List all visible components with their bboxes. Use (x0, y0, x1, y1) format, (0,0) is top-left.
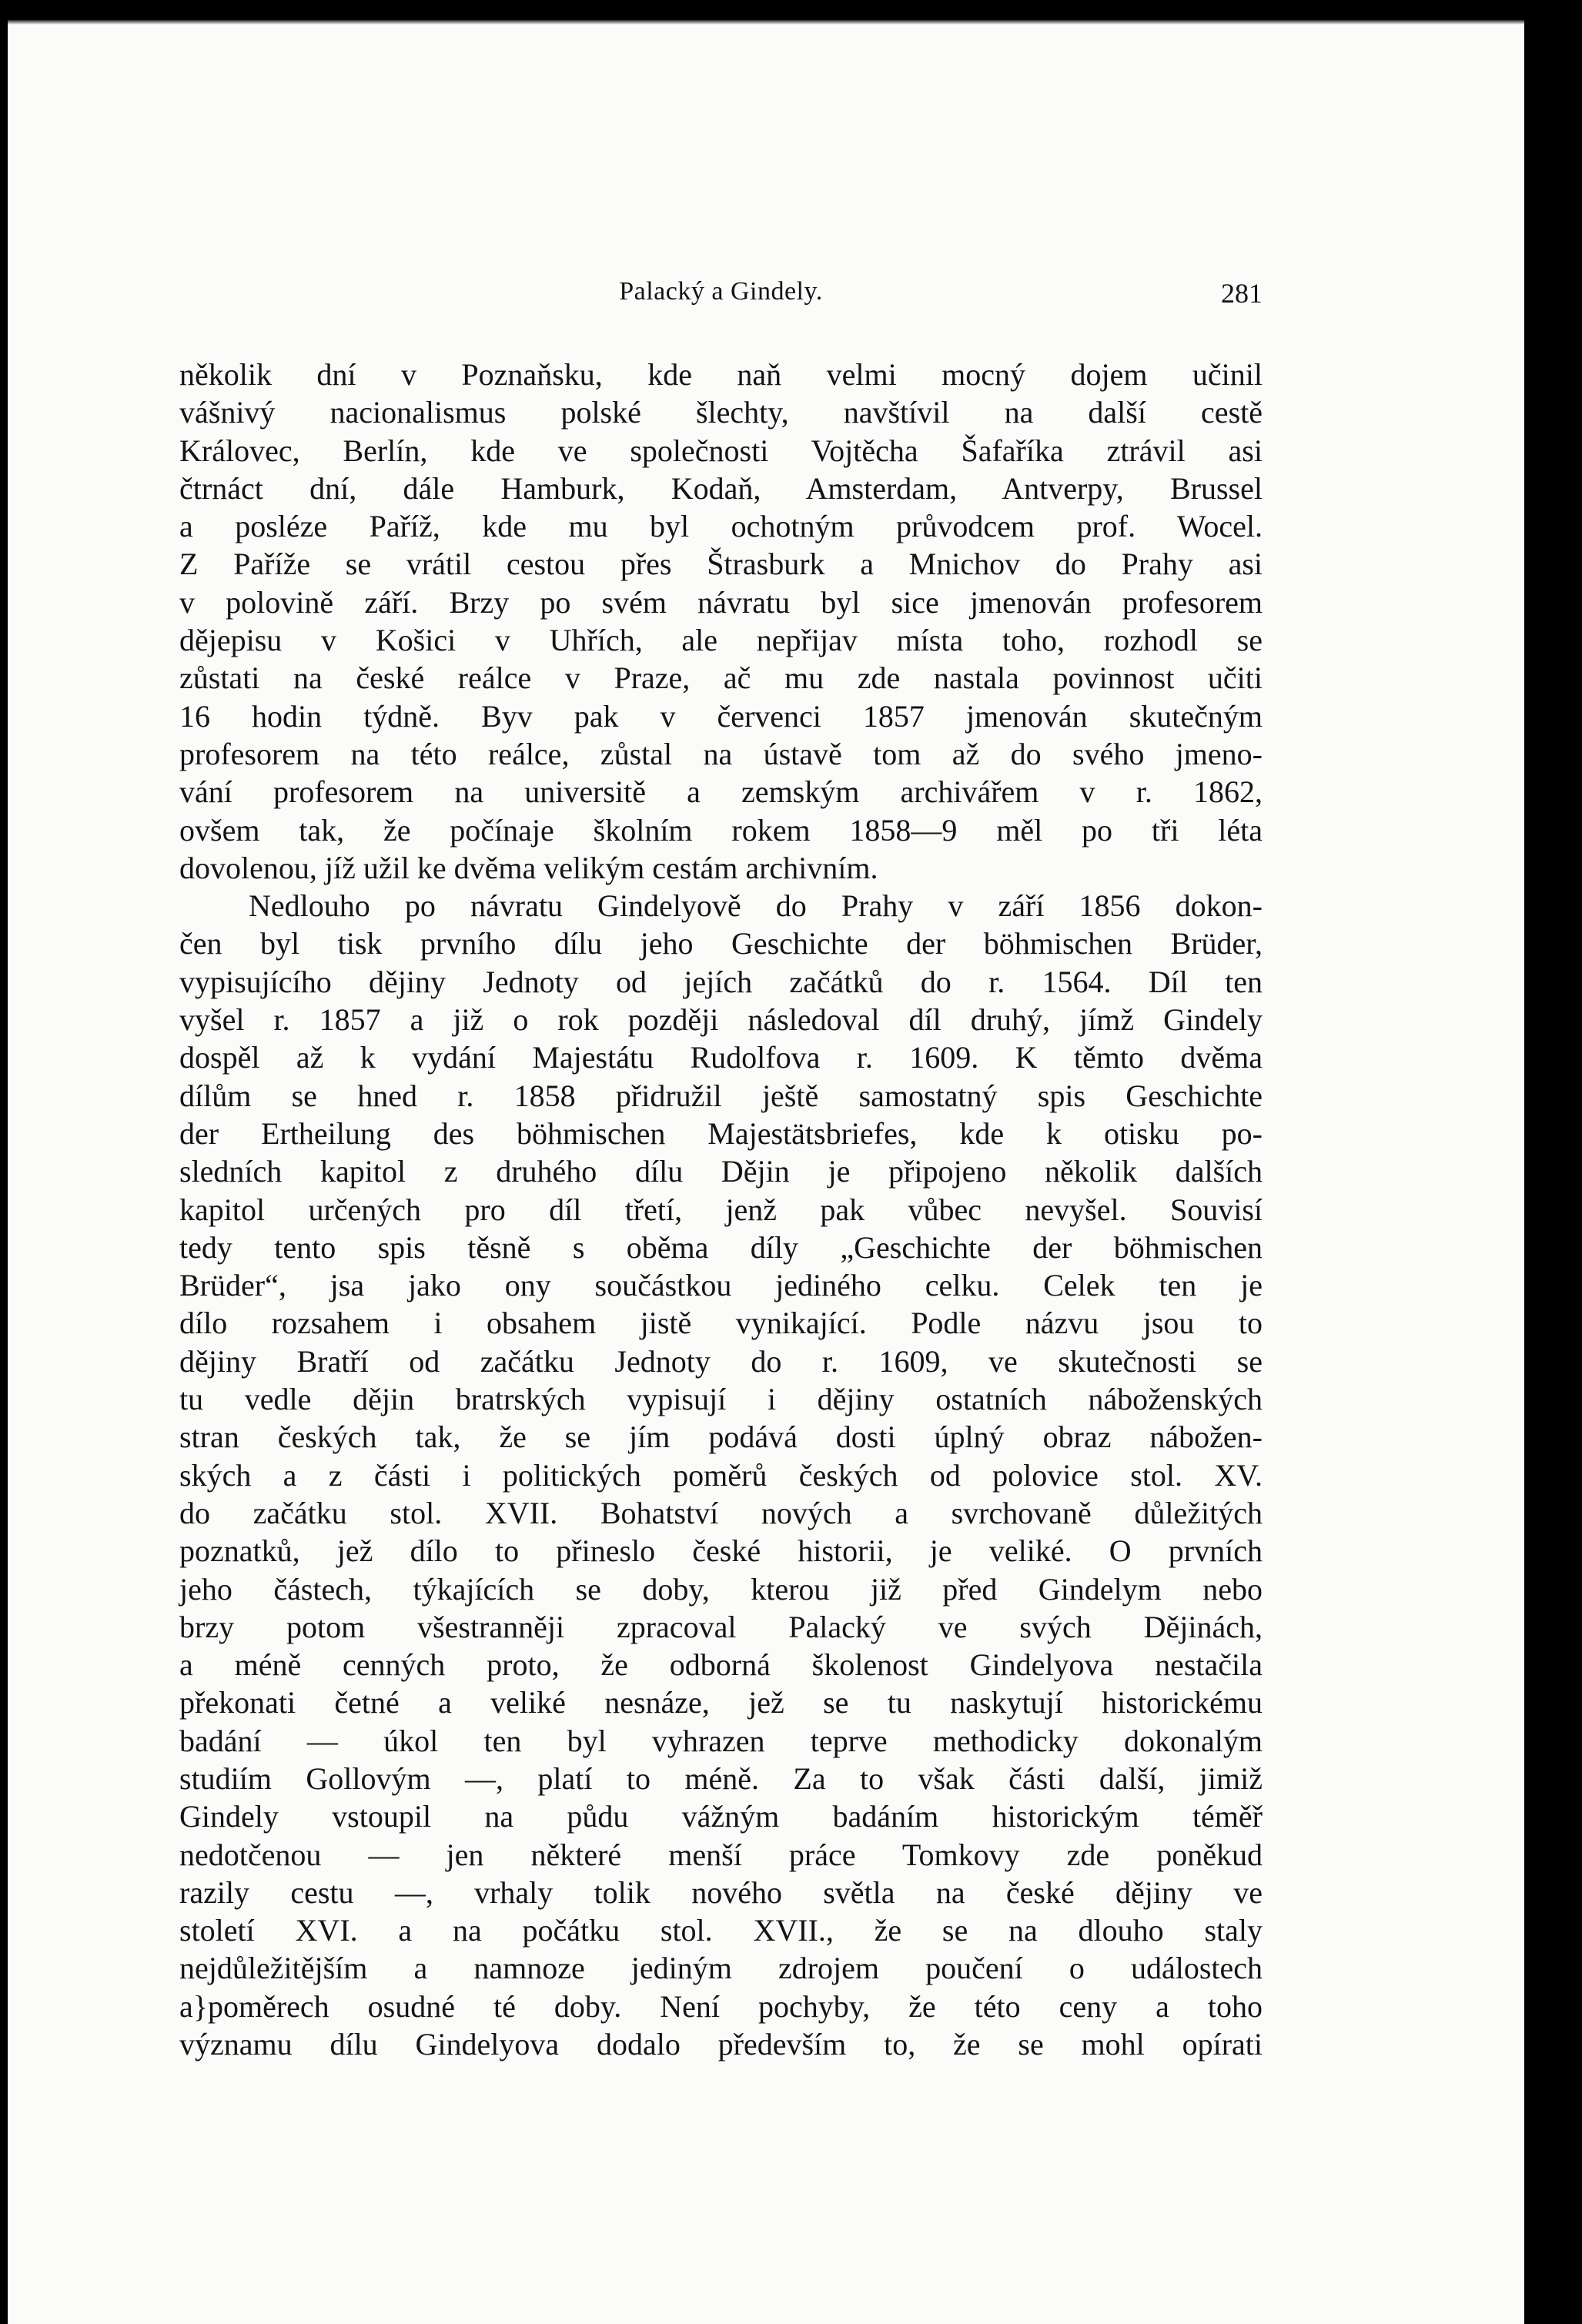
scan-mark (1543, 1108, 1547, 1132)
text-line: stran českých tak, že se jím podává dosti úplný obraz nábožen- (179, 1419, 1263, 1455)
text-line: ovšem tak, že počínaje školním rokem 1858—9 měl po tři léta (179, 812, 1263, 848)
text-line: století XVI. a na počátku stol. XVII., že se na dlouho staly (179, 1913, 1263, 1948)
scan-mark (1543, 1401, 1547, 1432)
scan-mark (1543, 1940, 1547, 1963)
text-line: razily cestu —, vrhaly tolik nového světla na české dějiny ve (179, 1874, 1263, 1910)
text-line: poznatků, jež dílo to přineslo české historii, je veliké. O prvních (179, 1533, 1263, 1569)
text-line: a méně cenných proto, že odborná školenost Gindelyova nestačila (179, 1647, 1263, 1683)
body-text (179, 356, 1263, 2063)
text-line: tu vedle dějin bratrských vypisují i dějiny ostatních náboženských (179, 1382, 1263, 1417)
text-line: čen byl tisk prvního dílu jeho Geschichte der böhmischen Brüder, (179, 926, 1263, 961)
text-line: der Ertheilung des böhmischen Majestätsbriefes, kde k otisku po- (179, 1115, 1263, 1151)
text-line: dospěl až k vydání Majestátu Rudolfova r. 1609. K těmto dvěma (179, 1040, 1263, 1075)
text-line: Gindely vstoupil na půdu vážným badáním historickým téměř (179, 1799, 1263, 1834)
text-line: významu dílu Gindelyova dodalo především to, že se mohl opírati (179, 2027, 1263, 2062)
text-line: a}poměrech osudné té doby. Není pochyby, že této ceny a toho (179, 1988, 1263, 2024)
text-line: Nedlouho po návratu Gindelyově do Prahy v září 1856 dokon- (249, 888, 1263, 924)
text-line: sledních kapitol z druhého dílu Dějin je připojeno několik dalších (179, 1154, 1263, 1189)
page-top-edge (8, 20, 1524, 25)
text-line: vášnivý nacionalismus polské šlechty, navštívil na další cestě (179, 395, 1263, 430)
text-line: několik dní v Poznaňsku, kde naň velmi mocný dojem učinil (179, 357, 1263, 392)
text-line: do začátku stol. XVII. Bohatství nových a svrchovaně důležitých (179, 1495, 1263, 1530)
text-line: v polovině září. Brzy po svém návratu byl sice jmenován profesorem (179, 584, 1263, 620)
scan-mark (1543, 1617, 1547, 1655)
text-line: dílo rozsahem i obsahem jistě vynikající. Podle názvu jsou to (179, 1306, 1263, 1341)
running-head: Palacký a Gindely. (619, 277, 823, 306)
text-line: brzy potom všestranněji zpracoval Palacký ve svých Dějinách, (179, 1609, 1263, 1644)
text-line: dějiny Bratří od začátku Jednoty do r. 1609, ve skutečnosti se (179, 1343, 1263, 1379)
scan-mark (1543, 585, 1547, 616)
text-line: dovolenou, jíž užil ke dvěma velikým cestám archivním. (179, 850, 878, 885)
text-line: překonati četné a veliké nesnáze, jež se tu naskytují historickému (179, 1685, 1263, 1720)
text-line: dílům se hned r. 1858 přidružil ještě samostatný spis Geschichte (179, 1078, 1263, 1113)
text-line: dějepisu v Košici v Uhřích, ale nepřijav místa toho, rozhodl se (179, 623, 1263, 658)
text-line: ských a z části i politických poměrů českých od polovice stol. XV. (179, 1457, 1263, 1493)
text-line: kapitol určených pro díl třetí, jenž pak vůbec nevyšel. Souvisí (179, 1192, 1263, 1227)
book-page (8, 20, 1524, 2324)
text-line: vyšel r. 1857 a již o rok později následoval díl druhý, jímž Gindely (179, 1002, 1263, 1038)
scan-mark (1543, 139, 1547, 185)
text-line: Z Paříže se vrátil cestou přes Štrasburk a Mnichov do Prahy asi (179, 547, 1263, 582)
text-line: čtrnáct dní, dále Hamburk, Kodaň, Amsterdam, Antverpy, Brussel (179, 470, 1263, 506)
text-line: jeho částech, týkajících se doby, kterou již před Gindelym nebo (179, 1571, 1263, 1607)
text-line: tedy tento spis těsně s oběma díly „Geschichte der böhmischen (179, 1229, 1263, 1265)
text-line: vypisujícího dějiny Jednoty od jejích začátků do r. 1564. Díl ten (179, 964, 1263, 999)
text-line: Brüder“, jsa jako ony součástkou jediného celku. Celek ten je (179, 1268, 1263, 1303)
text-line: nedotčenou — jen některé menší práce Tomkovy zde poněkud (179, 1837, 1263, 1872)
scan-edge-marks (1535, 46, 1566, 2279)
text-line: studiím Gollovým —, platí to méně. Za to však části další, jimiž (179, 1761, 1263, 1796)
text-line: profesorem na této reálce, zůstal na ústavě tom až do svého jmeno- (179, 736, 1263, 771)
text-line: 16 hodin týdně. Byv pak v červenci 1857 jmenován skutečným (179, 698, 1263, 734)
text-line: nejdůležitějším a namnoze jediným zdrojem poučení o událostech (179, 1951, 1263, 1986)
page-header (179, 277, 1263, 311)
scan-mark (1543, 862, 1547, 901)
text-line: vání profesorem na universitě a zemským archivářem v r. 1862, (179, 774, 1263, 810)
text-line: badání — úkol ten byl vyhrazen teprve methodicky dokonalým (179, 1723, 1263, 1758)
text-line: Královec, Berlín, kde ve společnosti Vojtěcha Šafaříka ztrávil asi (179, 433, 1263, 468)
text-line: zůstati na české reálce v Praze, ač mu zde nastala povinnost učiti (179, 660, 1263, 696)
page-number: 281 (1221, 278, 1263, 309)
text-line: a posléze Paříž, kde mu byl ochotným průvodcem prof. Wocel. (179, 509, 1263, 544)
